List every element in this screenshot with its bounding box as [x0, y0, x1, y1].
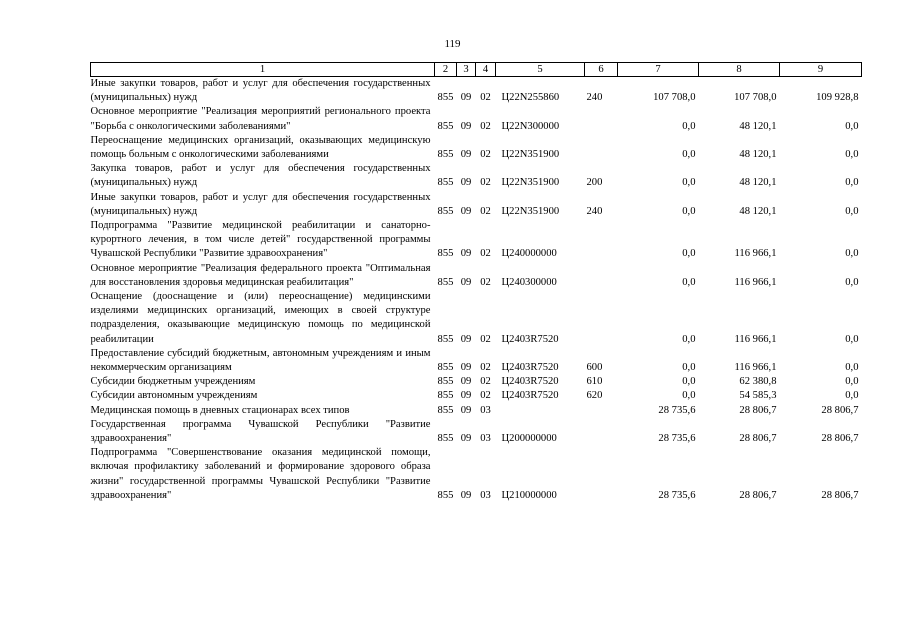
cell-csr: Ц2403R7520	[501, 333, 559, 345]
cell-rz: 09	[460, 177, 472, 189]
cell-v7: 0,0	[682, 276, 696, 288]
cell-pr: 02	[480, 390, 491, 402]
cell-v8: 28 806,7	[739, 433, 777, 445]
cell-pr: 02	[480, 120, 491, 132]
cell-grbs: 855	[437, 276, 454, 288]
column-header: 2	[435, 63, 457, 77]
cell-csr: Ц22N351900	[501, 177, 560, 189]
table-row	[91, 105, 862, 133]
cell-csr: Ц22N255860	[501, 92, 560, 104]
cell-vr: 240	[586, 205, 603, 217]
cell-pr: 02	[480, 177, 491, 189]
cell-rz: 09	[460, 205, 472, 217]
cell-vr: 600	[586, 362, 603, 374]
cell-grbs: 855	[437, 177, 454, 189]
cell-name: Переоснащение медицинских организаций, оказывающих медицинскую помощь больным с онкологическими заболеваниями	[90, 134, 431, 161]
cell-v9: 0,0	[845, 333, 859, 345]
budget-table	[90, 62, 862, 503]
cell-grbs: 855	[437, 376, 454, 388]
cell-vr	[585, 105, 618, 133]
column-header: 8	[699, 63, 780, 77]
cell-csr: Ц22N351900	[501, 205, 560, 217]
cell-pr: 03	[480, 433, 491, 445]
cell-rz: 09	[460, 248, 472, 260]
cell-name: Основное мероприятие "Реализация федерального проекта "Оптимальная для восстановления здоровья медицинская реабилитация"	[90, 262, 431, 288]
cell-pr: 02	[480, 92, 491, 104]
cell-name: Иные закупки товаров, работ и услуг для обеспечения государственных (муниципальных) нужд	[90, 78, 431, 104]
cell-vr: 610	[586, 376, 603, 388]
table-row	[91, 162, 862, 190]
cell-v9: 0,0	[845, 205, 859, 217]
column-header: 3	[457, 63, 476, 77]
cell-name: Основное мероприятие "Реализация мероприятий регионального проекта "Борьба с онкологическими заболеваниями"	[90, 106, 431, 132]
cell-v7: 28 735,6	[658, 404, 696, 416]
table-row	[91, 134, 862, 162]
table-row	[91, 375, 862, 389]
cell-v7: 0,0	[682, 248, 696, 260]
cell-pr: 02	[480, 276, 491, 288]
cell-v9: 28 806,7	[821, 489, 859, 501]
cell-csr: Ц22N300000	[501, 120, 560, 132]
cell-v9: 0,0	[845, 390, 859, 402]
cell-v9: 109 928,8	[816, 92, 859, 104]
cell-v9: 0,0	[845, 362, 859, 374]
cell-v7: 0,0	[682, 376, 696, 388]
cell-v7: 0,0	[682, 205, 696, 217]
cell-rz: 09	[460, 376, 472, 388]
cell-v8: 116 966,1	[734, 248, 777, 260]
cell-pr: 02	[480, 248, 491, 260]
cell-v7: 0,0	[682, 390, 696, 402]
cell-rz: 09	[460, 489, 472, 501]
cell-name: Медицинская помощь в дневных стационарах всех типов	[90, 404, 350, 416]
cell-name: Оснащение (дооснащение и (или) переоснащение) медицинскими изделиями медицинских организаций, имеющих в своей структуре подразделения, оказывающие медицинскую помощь по медицинской реабилитации	[90, 291, 431, 345]
page-number: 119	[444, 38, 461, 50]
cell-rz: 09	[460, 362, 472, 374]
cell-name: Закупка товаров, работ и услуг для обеспечения государственных (муниципальных) нужд	[90, 163, 431, 189]
cell-v8: 28 806,7	[739, 489, 777, 501]
cell-grbs: 855	[437, 362, 454, 374]
cell-csr: Ц2403R7520	[501, 362, 559, 374]
cell-rz: 09	[460, 276, 472, 288]
table-row	[91, 389, 862, 403]
cell-grbs: 855	[437, 333, 454, 345]
cell-pr: 02	[480, 376, 491, 388]
cell-v8: 107 708,0	[734, 92, 777, 104]
cell-pr: 02	[480, 205, 491, 217]
cell-v8: 48 120,1	[739, 120, 777, 132]
cell-grbs: 855	[437, 205, 454, 217]
cell-v8: 48 120,1	[739, 149, 777, 161]
column-header: 1	[91, 63, 435, 77]
cell-v9: 0,0	[845, 149, 859, 161]
cell-pr: 02	[480, 333, 491, 345]
table-row	[91, 446, 862, 503]
cell-name: Предоставление субсидий бюджетным, автономным учреждениям и иным некоммерческим организациям	[90, 347, 431, 374]
cell-v9: 0,0	[845, 248, 859, 260]
cell-csr: Ц200000000	[501, 433, 557, 445]
cell-grbs: 855	[437, 248, 454, 260]
cell-grbs: 855	[437, 390, 454, 402]
cell-v7: 107 708,0	[653, 92, 696, 104]
cell-csr: Ц22N351900	[501, 149, 560, 161]
cell-v7: 0,0	[682, 120, 696, 132]
cell-rz: 09	[460, 120, 472, 132]
cell-name: Государственная программа Чувашской Республики "Развитие здравоохранения"	[90, 418, 431, 445]
table-row	[91, 191, 862, 219]
cell-vr	[585, 134, 618, 162]
table-body	[91, 77, 862, 504]
cell-pr: 02	[480, 362, 491, 374]
column-header: 5	[496, 63, 585, 77]
cell-pr: 03	[480, 404, 491, 416]
cell-vr	[585, 446, 618, 503]
cell-v9: 0,0	[845, 177, 859, 189]
cell-csr: Ц2403R7520	[501, 376, 559, 388]
cell-grbs: 855	[437, 120, 454, 132]
cell-v8: 54 585,3	[739, 390, 777, 402]
cell-pr: 03	[480, 489, 491, 501]
cell-name: Иные закупки товаров, работ и услуг для обеспечения государственных (муниципальных) нужд	[90, 191, 431, 217]
cell-v9: 28 806,7	[821, 433, 859, 445]
cell-v8: 116 966,1	[734, 362, 777, 374]
cell-csr: Ц2403R7520	[501, 390, 559, 402]
cell-rz: 09	[460, 390, 472, 402]
cell-rz: 09	[460, 92, 472, 104]
cell-v8: 62 380,8	[739, 376, 777, 388]
cell-grbs: 855	[437, 433, 454, 445]
cell-vr: 240	[586, 92, 603, 104]
table-header-row	[91, 63, 862, 77]
cell-v7: 28 735,6	[658, 489, 696, 501]
cell-vr	[585, 290, 618, 347]
table-row	[91, 219, 862, 262]
column-header: 6	[585, 63, 618, 77]
cell-v7: 0,0	[682, 333, 696, 345]
column-header: 7	[618, 63, 699, 77]
cell-vr: 620	[586, 390, 603, 402]
column-header: 9	[780, 63, 862, 77]
table-row	[91, 404, 862, 418]
cell-grbs: 855	[437, 489, 454, 501]
cell-vr	[585, 219, 618, 262]
table-row	[91, 290, 862, 347]
cell-name: Подпрограмма "Развитие медицинской реабилитации и санаторно-курортного лечения, в том числе детей" государственной программы Чувашской Республики "Развитие здравоохранения"	[90, 220, 431, 260]
cell-v9: 28 806,7	[821, 404, 859, 416]
cell-v8: 28 806,7	[739, 404, 777, 416]
cell-vr	[585, 418, 618, 446]
cell-v8: 116 966,1	[734, 276, 777, 288]
cell-name: Субсидии автономным учреждениям	[90, 390, 258, 402]
cell-name: Подпрограмма "Совершенствование оказания медицинской помощи, включая профилактику заболеваний и формирование здорового образа жизни" государственной программы Чувашской Республики "Развитие здравоохранения"	[90, 447, 431, 501]
cell-csr	[496, 404, 585, 418]
cell-v7: 0,0	[682, 149, 696, 161]
cell-csr: Ц210000000	[501, 489, 557, 501]
cell-v7: 0,0	[682, 362, 696, 374]
cell-v7: 0,0	[682, 177, 696, 189]
table-row	[91, 347, 862, 375]
cell-v8: 48 120,1	[739, 205, 777, 217]
cell-rz: 09	[460, 433, 472, 445]
cell-rz: 09	[460, 404, 472, 416]
cell-vr: 200	[586, 177, 603, 189]
cell-rz: 09	[460, 333, 472, 345]
cell-vr	[585, 262, 618, 290]
cell-v9: 0,0	[845, 376, 859, 388]
table-row	[91, 418, 862, 446]
cell-csr: Ц240000000	[501, 248, 557, 260]
cell-name: Субсидии бюджетным учреждениям	[90, 376, 256, 388]
cell-grbs: 855	[437, 149, 454, 161]
column-header: 4	[476, 63, 496, 77]
cell-v8: 116 966,1	[734, 333, 777, 345]
cell-v9: 0,0	[845, 276, 859, 288]
cell-rz: 09	[460, 149, 472, 161]
cell-v7: 28 735,6	[658, 433, 696, 445]
cell-grbs: 855	[437, 92, 454, 104]
cell-v8: 48 120,1	[739, 177, 777, 189]
table-row	[91, 262, 862, 290]
cell-vr	[585, 404, 618, 418]
table-row	[91, 77, 862, 106]
cell-pr: 02	[480, 149, 491, 161]
cell-v9: 0,0	[845, 120, 859, 132]
cell-csr: Ц240300000	[501, 276, 557, 288]
cell-grbs: 855	[437, 404, 454, 416]
